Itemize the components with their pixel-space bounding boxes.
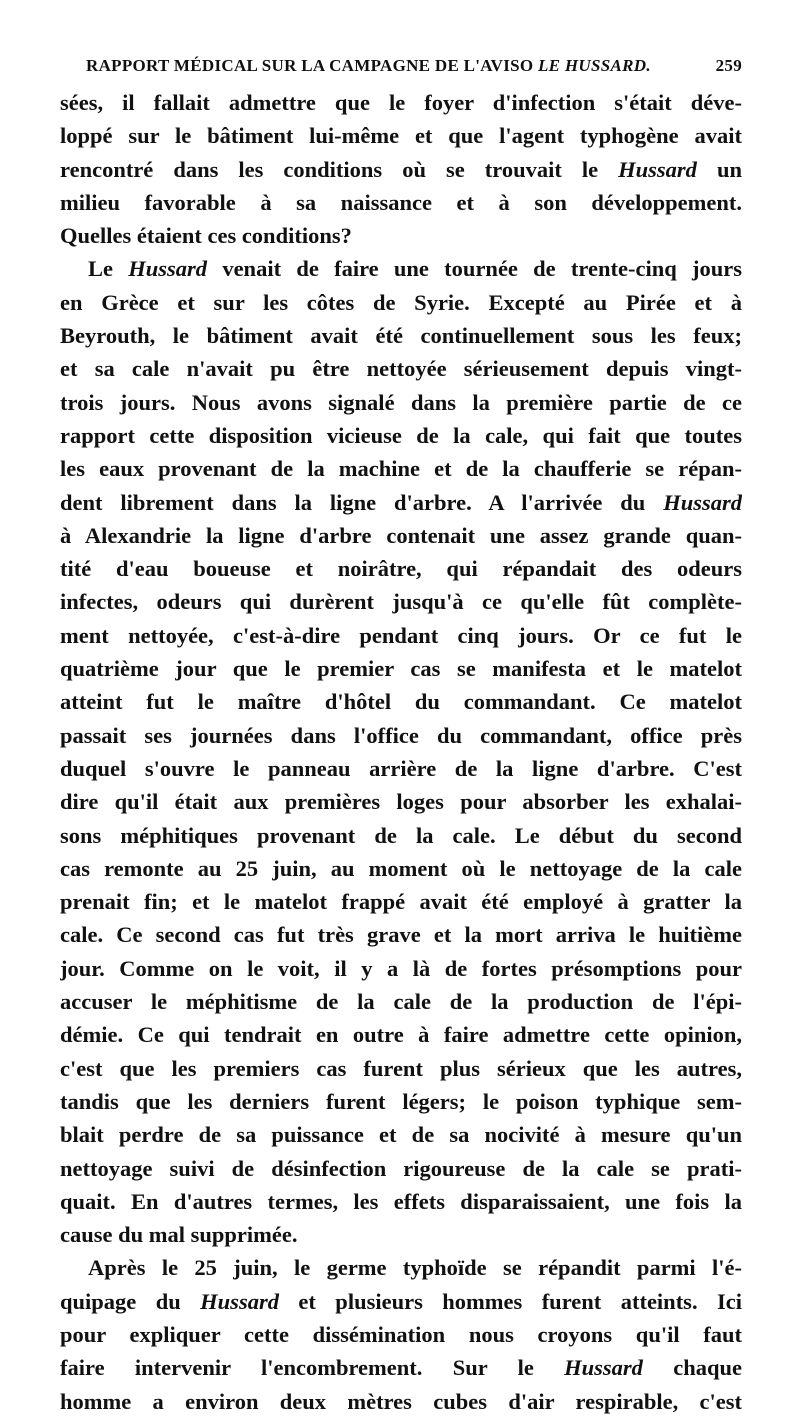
text-segment: sées, il fallait admettre que le foyer d'infection s'était déve-	[60, 90, 742, 115]
text-segment: quatrième jour que le premier cas se manifesta et le matelot	[60, 656, 742, 682]
running-head	[86, 56, 742, 84]
text-line	[60, 153, 742, 186]
text-segment: rencontré dans les conditions où se trouvait le	[60, 156, 619, 182]
text-line	[60, 1118, 742, 1151]
text-line	[60, 885, 742, 918]
text-line	[60, 1285, 742, 1318]
italic-ship-name: Hussard	[618, 156, 697, 182]
text-segment: milieu favorable à sa naissance et à son développement.	[60, 189, 742, 215]
text-line	[60, 452, 742, 485]
text-line	[60, 386, 742, 419]
text-segment: accuser le méphitisme de la cale de la production de l'épi-	[60, 989, 742, 1015]
text-segment: à Alexandrie la ligne d'arbre contenait une assez grande quan-	[60, 522, 742, 548]
text-line	[60, 1318, 742, 1351]
text-line	[60, 785, 742, 818]
text-line	[60, 1085, 742, 1118]
text-segment: cas remonte au 25 juin, au moment où le nettoyage de la cale	[60, 855, 742, 881]
text-segment: c'est que les premiers cas furent plus sérieux que les autres,	[60, 1055, 742, 1081]
running-title-prefix: RAPPORT MÉDICAL SUR LA CAMPAGNE DE L'AVISO	[86, 56, 538, 75]
text-segment: venait de faire une tournée de trente-cinq jours	[207, 256, 742, 282]
text-segment: trois jours. Nous avons signalé dans la première partie de ce	[60, 389, 742, 415]
text-segment: et plusieurs hommes furent atteints. Ici	[278, 1288, 742, 1314]
text-segment: et sa cale n'avait pu être nettoyée sérieusement depuis vingt-	[60, 356, 742, 382]
text-segment: loppé sur le bâtiment lui-même et que l'agent typhogène avait	[60, 123, 742, 149]
text-segment: faire intervenir l'encombrement. Sur le	[60, 1355, 565, 1381]
text-segment: pour expliquer cette dissémination nous croyons qu'il faut	[60, 1321, 742, 1347]
text-line	[60, 752, 742, 785]
text-segment: dent librement dans la ligne d'arbre. A l'arrivée du	[60, 489, 664, 515]
text-line	[60, 352, 742, 385]
text-segment: démie. Ce qui tendrait en outre à faire admettre cette opinion,	[60, 1022, 742, 1048]
text-line	[60, 952, 742, 985]
text-line	[60, 852, 742, 885]
text-line	[60, 519, 742, 552]
text-segment: Beyrouth, le bâtiment avait été continuellement sous les feux;	[60, 323, 742, 349]
text-segment: chaque	[642, 1355, 742, 1381]
text-line	[60, 286, 742, 319]
text-line	[60, 819, 742, 852]
text-segment: Après le 25 juin, le germe typhoïde se répandit parmi l'é-	[88, 1255, 742, 1281]
page-number: 259	[715, 56, 742, 75]
text-line	[60, 918, 742, 951]
text-segment: cause du mal supprimée.	[60, 1222, 298, 1248]
text-segment: quait. En d'autres termes, les effets disparaissaient, une fois la	[60, 1188, 742, 1214]
text-line	[60, 419, 742, 452]
text-line	[60, 985, 742, 1018]
text-line	[60, 685, 742, 718]
italic-ship-name: Hussard	[128, 256, 208, 282]
text-segment: duquel s'ouvre le panneau arrière de la ligne d'arbre. C'est	[60, 755, 742, 781]
running-title-ship: LE HUSSARD.	[538, 56, 651, 75]
text-line	[60, 486, 742, 519]
text-line	[60, 1185, 742, 1218]
text-line	[60, 1385, 742, 1418]
text-segment: en Grèce et sur les côtes de Syrie. Excepté au Pirée et à	[60, 289, 742, 315]
text-line	[60, 186, 742, 219]
text-line	[60, 319, 742, 352]
text-line	[60, 1018, 742, 1051]
text-segment: sons méphitiques provenant de la cale. Le début du second	[60, 822, 742, 848]
text-line	[60, 719, 742, 752]
text-line	[60, 652, 742, 685]
text-segment: jour. Comme on le voit, il y a là de fortes présomptions pour	[60, 955, 742, 981]
text-segment: un	[696, 156, 742, 182]
text-segment: infectes, odeurs qui durèrent jusqu'à ce qu'elle fût complète-	[60, 589, 742, 615]
body-text	[60, 86, 742, 1418]
text-line	[60, 619, 742, 652]
text-line	[60, 1218, 742, 1251]
text-segment: cale. Ce second cas fut très grave et la mort arriva le huitième	[60, 922, 742, 948]
text-segment: ment nettoyée, c'est-à-dire pendant cinq jours. Or ce fut le	[60, 622, 742, 648]
text-line	[60, 1251, 742, 1284]
text-line	[60, 1152, 742, 1185]
text-segment: prenait fin; et le matelot frappé avait été employé à gratter la	[60, 889, 742, 915]
text-line	[60, 86, 742, 119]
text-line	[60, 119, 742, 152]
text-segment: dire qu'il était aux premières loges pour absorber les exhalai-	[60, 789, 742, 815]
text-segment: quipage du	[60, 1288, 201, 1314]
italic-ship-name: Hussard	[200, 1288, 279, 1314]
text-segment: atteint fut le maître d'hôtel du commandant. Ce matelot	[60, 689, 742, 715]
text-line	[60, 585, 742, 618]
text-segment: blait perdre de sa puissance et de sa nocivité à mesure qu'un	[60, 1122, 742, 1148]
text-segment: rapport cette disposition vicieuse de la cale, qui fait que toutes	[60, 422, 742, 448]
text-line	[60, 252, 742, 285]
text-segment: tandis que les derniers furent légers; le poison typhique sem-	[60, 1088, 742, 1114]
text-segment: Quelles étaient ces conditions?	[60, 223, 352, 249]
text-line	[60, 1052, 742, 1085]
text-segment: homme a environ deux mètres cubes d'air respirable, c'est	[60, 1388, 742, 1414]
italic-ship-name: Hussard	[663, 489, 742, 515]
text-segment: passait ses journées dans l'office du commandant, office près	[60, 722, 742, 748]
text-segment: nettoyage suivi de désinfection rigoureuse de la cale se prati-	[60, 1155, 742, 1181]
text-line	[60, 1351, 742, 1384]
text-line	[60, 219, 742, 252]
text-segment: les eaux provenant de la machine et de la chaufferie se répan-	[60, 456, 742, 482]
italic-ship-name: Hussard	[564, 1355, 643, 1381]
text-line	[60, 552, 742, 585]
text-segment: Le	[88, 256, 129, 282]
text-segment: tité d'eau boueuse et noirâtre, qui répandait des odeurs	[60, 556, 742, 582]
running-title	[86, 56, 651, 76]
